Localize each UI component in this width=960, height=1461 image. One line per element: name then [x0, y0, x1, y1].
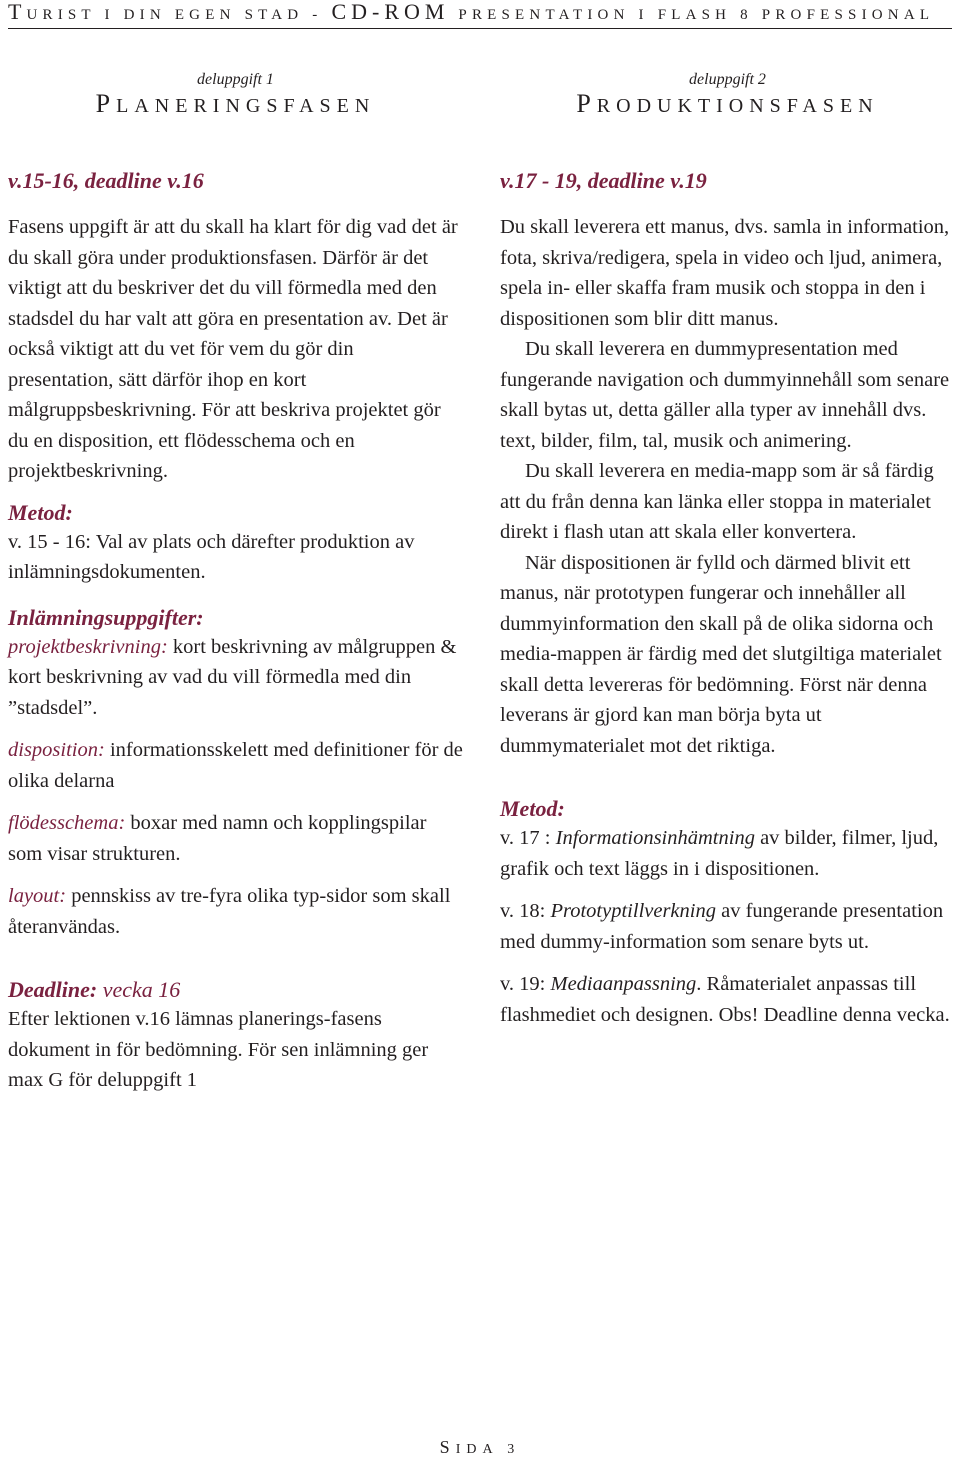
- right-sub-label: deluppgift 2: [689, 71, 766, 88]
- left-method-line: v. 15 - 16: Val av plats och därefter produktion av inlämningsdokumenten.: [8, 530, 415, 583]
- right-weeks: v.17 - 19, deadline v.19: [500, 168, 707, 193]
- header-rule: [8, 28, 952, 29]
- submission-item: disposition: informationsskelett med definitioner för de olika delarna: [8, 739, 463, 792]
- right-column: [500, 70, 955, 1030]
- right-phase-title: PRODUKTIONSFASEN: [576, 89, 879, 118]
- document-header: [8, 0, 952, 26]
- left-method-heading: Metod:: [8, 499, 73, 525]
- right-method-heading: Metod:: [500, 796, 565, 821]
- submission-item: flödesschema: boxar med namn och kopplingspilar som visar strukturen.: [8, 812, 427, 865]
- left-sub-label: deluppgift 1: [197, 71, 274, 88]
- page-number: SIDA 3: [439, 1437, 521, 1457]
- header-title-cap: T: [8, 0, 27, 24]
- right-paragraph: Du skall leverera ett manus, dvs. samla in information, fota, skriva/redigera, spela in video och ljud, animera, spela in- eller skaffa fram musik och stoppa in den i dispositionen som blir ditt manus.: [500, 216, 950, 330]
- method-step: v. 17 : Informationsinhämtning av bilder, filmer, ljud, grafik och text läggs in i dispositionen.: [500, 827, 939, 880]
- left-weeks: v.15-16, deadline v.16: [8, 168, 204, 193]
- submission-item: projektbeskrivning: kort beskrivning av målgruppen & kort beskrivning av vad du vill förmedla med din ”stadsdel”.: [8, 635, 457, 719]
- right-paragraph: Du skall leverera en dummypresentation med fungerande navigation och dummyinnehåll som senare skall bytas ut, detta gäller alla typer av innehåll dvs. text, bilder, film, tal, musik och animering.: [500, 338, 950, 452]
- header-title-part-1: URIST I DIN EGEN STAD -: [26, 7, 332, 23]
- submissions-heading: Inlämningsuppgifter:: [8, 604, 204, 630]
- method-step: v. 18: Prototyptillverkning av fungerande presentation med dummy-information som senare byts ut.: [500, 900, 944, 953]
- deadline-heading: Deadline: vecka 16: [8, 977, 181, 1002]
- left-phase-title: PLANERINGSFASEN: [95, 89, 376, 118]
- submission-item: layout: pennskiss av tre-fyra olika typ-sidor som skall återanvändas.: [8, 885, 451, 938]
- left-column: [8, 70, 463, 1096]
- left-intro-paragraph: Fasens uppgift är att du skall ha klart för dig vad det är du skall göra under produktionsfasen. Därför är det viktigt att du beskriver det du vill förmedla med den stadsdel du har valt att göra en presentation av. Det är också viktigt att du vet för vem du gör din presentation, sätt därför ihop en kort målgruppsbeskrivning. För att beskriva projektet gör du en disposition, ett flödesschema och en projektbeskrivning.: [8, 216, 458, 482]
- header-title-cdrom: CD-ROM: [331, 0, 450, 24]
- right-paragraph: Du skall leverera en media-mapp som är så färdig att du från denna kan länka eller stoppa in materialet direkt i flash utan att skala eller konvertera.: [500, 460, 934, 543]
- header-title-part-2: PRESENTATION I FLASH 8 PROFESSIONAL: [449, 7, 935, 23]
- method-step: v. 19: Mediaanpassning. Råmaterialet anpassas till flashmediet och designen. Obs! Deadline denna vecka.: [500, 973, 950, 1026]
- right-paragraph: När dispositionen är fylld och därmed blivit ett manus, när prototypen fungerar och innehåller all dummyinformation den skall på de olika sidorna och media-mappen är färdig med det slutgiltiga materialet skall detta levereras för bedömning. Först när denna leverans är gjord kan man börja byta ut dummymaterialet mot det riktiga.: [500, 551, 942, 757]
- deadline-text: Efter lektionen v.16 lämnas planerings-fasens dokument in för bedömning. För sen inlämning ger max G för deluppgift 1: [8, 1008, 429, 1091]
